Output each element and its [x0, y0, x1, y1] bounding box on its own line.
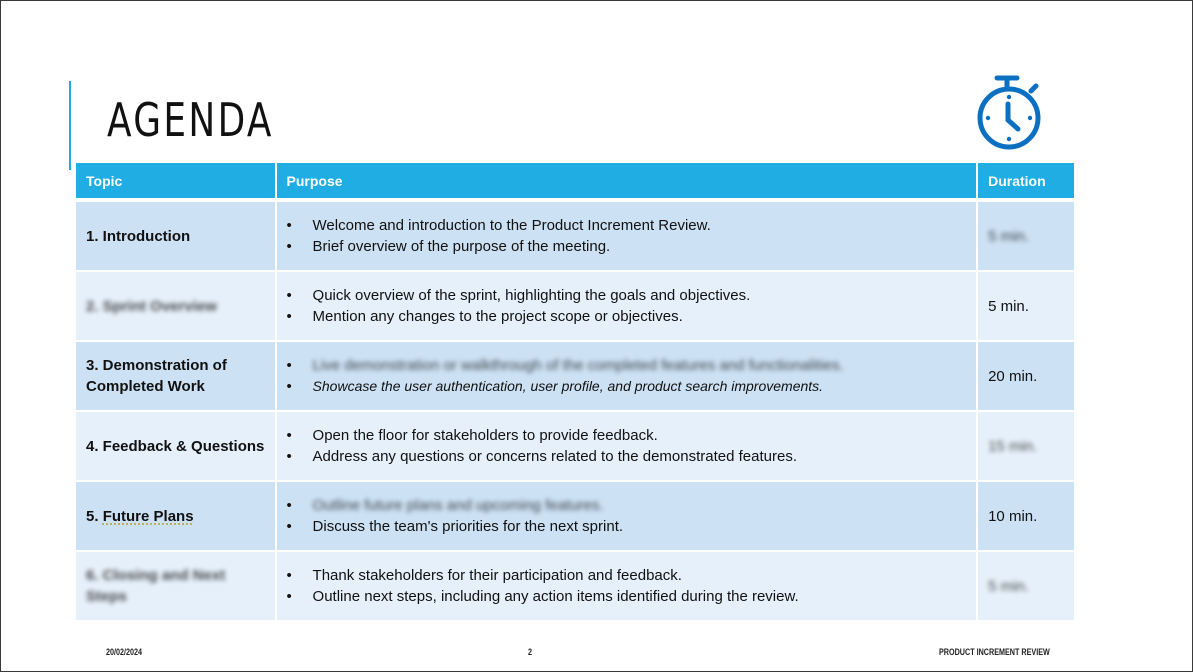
footer-title: PRODUCT INCREMENT REVIEW	[939, 647, 1050, 657]
duration-value: 5 min.	[988, 577, 1029, 595]
duration-value: 20 min.	[988, 367, 1038, 385]
topic-label: Future Plans	[102, 507, 194, 525]
topic-cell	[75, 411, 276, 481]
slide-title: AGENDA	[107, 93, 274, 147]
purpose-text: Thank stakeholders for their participation and feedback.	[312, 567, 682, 584]
purpose-list	[287, 215, 967, 257]
purpose-text: Discuss the team's priorities for the next sprint.	[312, 518, 624, 535]
topic-cell	[75, 551, 276, 621]
purpose-item	[313, 285, 967, 306]
duration-cell	[977, 411, 1075, 481]
topic-cell	[75, 271, 276, 341]
header-purpose: Purpose	[276, 162, 978, 200]
purpose-text: Outline future plans and upcoming features.	[312, 497, 604, 514]
header-duration: Duration	[977, 162, 1075, 200]
purpose-cell	[276, 341, 978, 411]
topic-label: 2. Sprint Overview	[86, 297, 217, 315]
agenda-body	[75, 200, 1075, 621]
duration-cell	[977, 551, 1075, 621]
duration-cell	[977, 200, 1075, 271]
stopwatch-icon	[973, 73, 1045, 153]
purpose-list	[287, 495, 967, 537]
purpose-item	[313, 215, 967, 236]
topic-cell	[75, 341, 276, 411]
table-row	[75, 411, 1075, 481]
topic-cell	[75, 200, 276, 271]
purpose-cell	[276, 411, 978, 481]
purpose-item	[313, 376, 967, 397]
purpose-text: Welcome and introduction to the Product Increment Review.	[312, 217, 711, 234]
duration-value: 15 min.	[988, 437, 1038, 455]
purpose-list	[287, 425, 967, 467]
footer-date: 20/02/2024	[106, 647, 143, 657]
purpose-list	[287, 355, 967, 397]
topic-label: 6. Closing and Next Steps	[86, 567, 226, 605]
purpose-cell	[276, 481, 978, 551]
purpose-item	[313, 355, 967, 376]
purpose-text: Open the floor for stakeholders to provide feedback.	[312, 427, 658, 444]
header-topic: Topic	[75, 162, 276, 200]
duration-value: 5 min.	[988, 227, 1029, 245]
purpose-item	[313, 446, 967, 467]
topic-cell	[75, 481, 276, 551]
duration-value: 5 min.	[988, 297, 1029, 315]
duration-value: 10 min.	[988, 507, 1038, 525]
purpose-text: Mention any changes to the project scope or objectives.	[312, 308, 683, 325]
purpose-list	[287, 285, 967, 327]
purpose-item	[313, 565, 967, 586]
table-header-row	[75, 162, 1075, 200]
table-row	[75, 341, 1075, 411]
agenda-table	[74, 161, 1076, 622]
purpose-text: Showcase the user authentication, user profile, and product search improvements.	[312, 378, 824, 394]
purpose-text: Live demonstration or walkthrough of the completed features and functionalities.	[312, 357, 844, 374]
table-row	[75, 271, 1075, 341]
topic-number: 5.	[86, 507, 103, 525]
duration-cell	[977, 341, 1075, 411]
purpose-item	[313, 495, 967, 516]
duration-cell	[977, 481, 1075, 551]
table-row	[75, 481, 1075, 551]
table-row	[75, 200, 1075, 271]
purpose-text: Quick overview of the sprint, highlighting the goals and objectives.	[312, 287, 751, 304]
purpose-cell	[276, 271, 978, 341]
purpose-text: Outline next steps, including any action items identified during the review.	[312, 588, 799, 605]
purpose-item	[313, 236, 967, 257]
purpose-text: Brief overview of the purpose of the meeting.	[312, 238, 611, 255]
purpose-text: Address any questions or concerns related to the demonstrated features.	[312, 448, 797, 465]
purpose-item	[313, 425, 967, 446]
table-row	[75, 551, 1075, 621]
purpose-item	[313, 516, 967, 537]
purpose-cell	[276, 551, 978, 621]
title-accent-bar	[69, 81, 71, 170]
duration-cell	[977, 271, 1075, 341]
topic-label: 1. Introduction	[86, 227, 191, 245]
footer-page-number: 2	[528, 647, 533, 657]
purpose-cell	[276, 200, 978, 271]
purpose-item	[313, 306, 967, 327]
topic-label: 3. Demonstration of Completed Work	[86, 357, 227, 395]
purpose-item	[313, 586, 967, 607]
topic-label: 4. Feedback & Questions	[86, 437, 265, 455]
purpose-list	[287, 565, 967, 607]
